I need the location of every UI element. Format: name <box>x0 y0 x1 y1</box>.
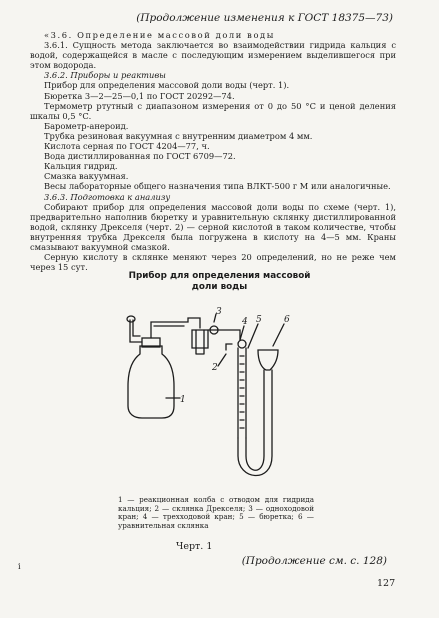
running-header: (Продолжение изменения к ГОСТ 18375—73) <box>136 12 393 24</box>
reaction-flask <box>128 346 174 418</box>
margin-mark: і <box>18 562 21 571</box>
list-item: Весы лабораторные общего назначения типа ВЛКТ-500 г М или аналогичные. <box>44 181 391 192</box>
subheading-3-6-3: 3.6.3. Подготовка к анализу <box>44 191 171 202</box>
list-item: Смазка вакуумная. <box>44 171 129 182</box>
apparatus-drawing <box>118 306 308 496</box>
section-title: «3.6. Определение массовой доли воды <box>44 30 275 40</box>
label-4: 4 <box>242 317 248 327</box>
burette <box>238 348 246 438</box>
flask-side-bulb <box>127 316 135 322</box>
list-item: Барометр-анероид. <box>44 120 129 131</box>
list-item: Термометр ртутный с диапазоном измерения от 0 до 50 °С и ценой деления шкалы 0,5 °С. <box>30 100 396 121</box>
page-number: 127 <box>377 578 396 589</box>
label-2: 2 <box>212 363 218 373</box>
label-5: 5 <box>256 315 262 325</box>
list-item: Трубка резиновая вакуумная с внутренним диаметром 4 мм. <box>44 130 313 141</box>
body-text <box>30 30 396 272</box>
list-item: Прибор для определения массовой доли воды (черт. 1). <box>44 80 290 91</box>
rubber-hose <box>238 370 272 476</box>
paragraph-3-6-3-b: Серную кислоту в склянке меняют через 20 определений, но не реже чем через 15 сут. <box>30 252 396 273</box>
continuation-note: (Продолжение см. с. 128) <box>241 555 387 567</box>
figure-caption: Черт. 1 <box>176 541 213 552</box>
subheading-3-6-2: 3.6.2. Приборы и реактивы <box>44 70 166 81</box>
paragraph-3-6-3: Собирают прибор для определения массовой доли воды по схеме (черт. 1), предварительно наполнив бюретку и уравнительную склянку дистиллированной водой, склянку Дрекселя (черт. 2) — серной кислотой в таком количестве, чтобы внутренняя трубка Дрекселя была погружена в кислоту на 4—5 мм. Краны смазывают вакуумной смазкой. <box>30 201 396 252</box>
paragraph-3-6-1: 3.6.1. Сущность метода заключается во взаимодействии гидрида кальция с водой, содержащейся в масле с последующим измерением выделившегося при этом водорода. <box>30 40 396 71</box>
levelling-vessel <box>258 350 278 370</box>
label-6: 6 <box>284 315 290 325</box>
drexel-bottle <box>192 330 208 348</box>
figure-title-line: Прибор для определения массовой <box>128 271 311 281</box>
label-1: 1 <box>180 395 186 405</box>
list-item: Кислота серная по ГОСТ 4204—77, ч. <box>44 141 210 152</box>
flask-side-arm <box>130 320 142 342</box>
figure-title <box>0 271 439 293</box>
figure-legend: 1 — реакционная колба с отводом для гидрида кальция; 2 — склянка Дрекселя; 3 — одноходовой кран; 4 — трехходовой кран; 5 — бюретка; 6 — уравнительная склянка <box>118 495 314 530</box>
label-3: 3 <box>216 307 222 317</box>
figure-title-line: доли воды <box>191 282 248 292</box>
three-way-tap <box>238 340 246 348</box>
list-item: Вода дистиллированная по ГОСТ 6709—72. <box>44 151 236 162</box>
list-item: Бюретка 3—2—25—0,1 по ГОСТ 20292—74. <box>44 90 235 101</box>
list-item: Кальция гидрид. <box>44 161 118 172</box>
